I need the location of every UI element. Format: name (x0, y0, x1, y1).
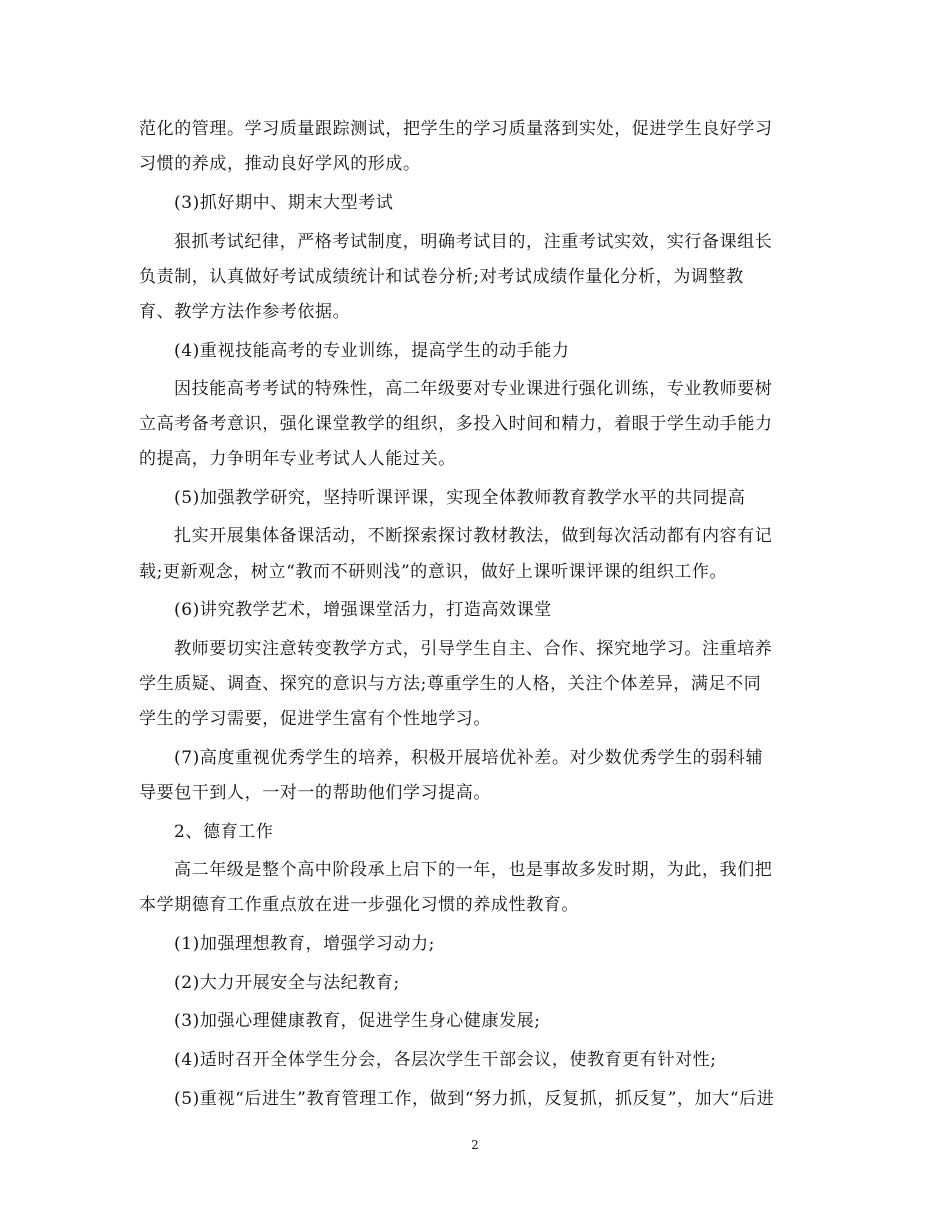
text-line: 学生质疑、调查、探究的意识与方法;尊重学生的人格，关注个体差异，满足不同 (139, 674, 762, 694)
text-line: 导要包干到人，一对一的帮助他们学习提高。 (139, 783, 491, 803)
list-item: (5)重视“后进生”教育管理工作，做到“努力抓，反复抓，抓反复”，加大“后进 (174, 1089, 775, 1109)
section-heading: 2、德育工作 (174, 822, 274, 842)
text-line: 育、教学方法作参考依据。 (139, 302, 351, 322)
text-line: 高二年级是整个高中阶段承上启下的一年，也是事故多发时期，为此，我们把 (174, 860, 773, 880)
text-line: (7)高度重视优秀学生的培养，积极开展培优补差。对少数优秀学生的弱科辅 (174, 748, 764, 768)
text-line: 教师要切实注意转变教学方式，引导学生自主、合作、探究地学习。注重培养 (174, 639, 773, 659)
text-line: 本学期德育工作重点放在进一步强化习惯的养成性教育。 (139, 895, 579, 915)
text-line: 扎实开展集体备课活动，不断探索探讨教材教法，做到每次活动都有内容有记 (174, 526, 773, 546)
text-line: 习惯的养成，推动良好学风的形成。 (139, 154, 421, 174)
text-line: 学生的学习需要，促进学生富有个性地学习。 (139, 709, 491, 729)
text-line: 的提高，力争明年专业考试人人能过关。 (139, 449, 456, 469)
list-item: (2)大力开展安全与法纪教育; (174, 973, 400, 993)
text-line: 立高考备考意识，强化课堂教学的组织，多投入时间和精力，着眼于学生动手能力 (139, 414, 773, 434)
section-heading: (4)重视技能高考的专业训练，提高学生的动手能力 (174, 341, 570, 361)
list-item: (1)加强理想教育，增强学习动力; (174, 934, 436, 954)
section-heading: (3)抓好期中、期末大型考试 (174, 193, 394, 213)
text-line: 载;更新观念，树立“教而不研则浅”的意识，做好上课听课评课的组织工作。 (139, 562, 728, 582)
text-line: 范化的管理。学习质量跟踪测试，把学生的学习质量落到实处，促进学生良好学习 (139, 119, 773, 139)
list-item: (3)加强心理健康教育，促进学生身心健康发展; (174, 1011, 541, 1031)
section-heading: (6)讲究教学艺术，增强课堂活力，打造高效课堂 (174, 600, 552, 620)
section-heading: (5)加强教学研究，坚持听课评课，实现全体教师教育教学水平的共同提高 (174, 488, 746, 508)
text-line: 狠抓考试纪律，严格考试制度，明确考试目的，注重考试实效，实行备课组长 (174, 232, 773, 252)
text-line: 负责制，认真做好考试成绩统计和试卷分析;对考试成绩作量化分析，为调整教 (139, 267, 744, 287)
text-line: 因技能高考考试的特殊性，高二年级要对专业课进行强化训练，专业教师要树 (174, 379, 773, 399)
page-number: 2 (471, 1138, 479, 1152)
list-item: (4)适时召开全体学生分会，各层次学生干部会议，使教育更有针对性; (174, 1050, 717, 1070)
